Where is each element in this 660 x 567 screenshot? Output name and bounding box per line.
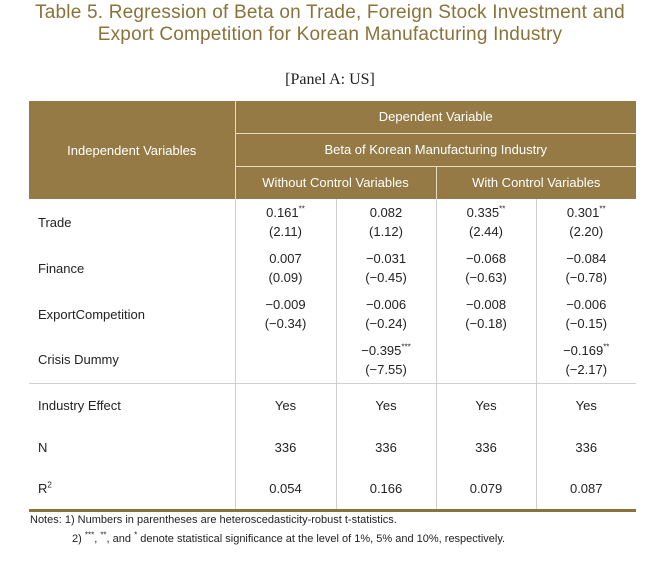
summary-row (29, 427, 636, 468)
summary-cell: Yes (336, 383, 436, 427)
note-2-sig-2: ** (100, 530, 107, 540)
t-statistic: (0.09) (268, 270, 303, 285)
significance-stars: ** (298, 204, 305, 214)
coefficient-value (337, 203, 436, 222)
note-2-sig-3: * (134, 530, 138, 540)
coefficient-cell (436, 291, 536, 337)
summary-cell: 336 (436, 427, 536, 468)
coefficient-cell (536, 245, 636, 291)
significance-stars: ** (603, 342, 610, 352)
summary-cell: Yes (436, 383, 536, 427)
coefficient-value (437, 249, 536, 268)
coefficient: −0.169 (563, 342, 604, 358)
significance-stars: ** (599, 204, 606, 214)
coefficient-cell (235, 245, 336, 291)
coefficient-value (537, 249, 637, 268)
t-statistic: (−0.34) (264, 316, 307, 331)
coefficient-value (236, 249, 336, 268)
coefficient-value (337, 341, 436, 360)
t-statistic: (−7.55) (365, 361, 407, 377)
coefficient-value (437, 295, 536, 314)
summary-cell: Yes (536, 383, 636, 427)
summary-cell: Yes (235, 383, 336, 427)
row-label-superscript: 2 (47, 480, 52, 490)
coefficient: 0.335 (466, 205, 500, 220)
table-row (29, 199, 636, 245)
title-line-1: Table 5. Regression of Beta on Trade, Foreign Stock Investment and (35, 2, 625, 23)
coefficient: 0.161 (266, 205, 299, 220)
row-label (29, 468, 235, 510)
coefficient: −0.006 (566, 297, 607, 312)
coefficient-value (537, 295, 637, 314)
t-statistic: (−0.18) (465, 316, 507, 331)
note-2: 2) ***, **, and * denote statistical significance at the level of 1%, 5% and 10%, respectively. (72, 530, 506, 545)
t-statistic: (2.11) (269, 224, 302, 239)
row-label (29, 383, 235, 427)
coefficient-cell (436, 245, 536, 291)
row-label: Finance (38, 260, 85, 276)
t-statistic: (2.44) (469, 224, 503, 239)
row-label: ExportCompetition (38, 306, 145, 322)
significance-stars: *** (401, 342, 411, 352)
t-statistic: (2.20) (569, 224, 604, 239)
coefficient-value (337, 295, 436, 314)
coefficient-cell (536, 337, 636, 383)
coefficient-value (437, 203, 536, 222)
coefficient-value (236, 295, 336, 314)
t-statistic: (−0.63) (465, 270, 507, 285)
independent-variables-header: Independent Variables (29, 101, 235, 199)
row-label-text: N (38, 440, 48, 455)
table-notes (30, 511, 505, 549)
summary-cell: 336 (235, 427, 336, 468)
row-label: Crisis Dummy (38, 352, 119, 368)
regression-table (29, 101, 636, 512)
t-statistic: (1.12) (369, 224, 403, 239)
coefficient: −0.031 (365, 251, 407, 266)
row-label (29, 427, 235, 468)
coefficient-cell (336, 245, 436, 291)
coefficient-cell (235, 199, 336, 245)
table-row (29, 337, 636, 383)
summary-cell: 0.087 (536, 468, 636, 510)
note-2-number: 2) (72, 533, 82, 545)
coefficient-value (236, 203, 336, 222)
coefficient-cell (436, 337, 536, 383)
note-2-and: , and (106, 533, 132, 545)
t-statistic: (−0.24) (365, 316, 407, 331)
summary-row (29, 468, 636, 510)
coefficient-value (537, 203, 637, 222)
summary-row (29, 383, 636, 427)
t-statistic: (−0.45) (365, 270, 407, 285)
coefficient-value (337, 249, 436, 268)
title-line-2: Export Competition for Korean Manufacturing Industry (97, 24, 563, 45)
note-2-text: denote statistical significance at the level of 1%, 5% and 10%, respectively. (140, 533, 506, 545)
table-title (0, 2, 660, 46)
coefficient-cell (235, 291, 336, 337)
coefficient: −0.006 (365, 297, 407, 312)
table-body (29, 199, 636, 510)
row-label-text: R (38, 480, 48, 496)
coefficient-cell (336, 337, 436, 383)
coefficient: 0.007 (269, 251, 302, 266)
coefficient-cell (536, 291, 636, 337)
coefficient: −0.084 (566, 251, 607, 266)
coefficient-cell (336, 291, 436, 337)
summary-cell: 336 (336, 427, 436, 468)
coefficient: −0.068 (465, 251, 507, 266)
coefficient-cell (536, 199, 636, 245)
table-row (29, 245, 636, 291)
without-controls-header: Without Control Variables (235, 166, 436, 199)
dependent-variable-header: Dependent Variable (235, 101, 636, 133)
table-row (29, 291, 636, 337)
t-statistic: (−0.15) (565, 316, 608, 331)
coefficient: 0.301 (566, 205, 600, 220)
summary-cell: 0.079 (436, 468, 536, 510)
coefficient: 0.082 (369, 205, 403, 220)
summary-cell: 0.166 (336, 468, 436, 510)
coefficient-cell (436, 199, 536, 245)
summary-cell: 0.054 (235, 468, 336, 510)
with-controls-header: With Control Variables (436, 166, 636, 199)
significance-stars: ** (499, 204, 506, 214)
t-statistic: (−2.17) (565, 361, 608, 377)
coefficient-cell (336, 199, 436, 245)
coefficient-cell (235, 337, 336, 383)
t-statistic: (−0.78) (565, 270, 608, 285)
coefficient: −0.008 (465, 297, 507, 312)
note-1: Notes: 1) Numbers in parentheses are heteroscedasticity-robust t-statistics. (30, 514, 397, 526)
row-label: Trade (38, 214, 72, 230)
coefficient-value (537, 341, 637, 360)
panel-label: [Panel A: US] (285, 71, 375, 88)
table-header (29, 101, 636, 199)
note-2-sig-1: *** (84, 530, 95, 540)
coefficient: −0.395 (361, 342, 402, 358)
coefficient: −0.009 (265, 297, 306, 312)
row-label-text: Industry Effect (38, 397, 121, 413)
beta-header: Beta of Korean Manufacturing Industry (235, 133, 636, 166)
summary-cell: 336 (536, 427, 636, 468)
